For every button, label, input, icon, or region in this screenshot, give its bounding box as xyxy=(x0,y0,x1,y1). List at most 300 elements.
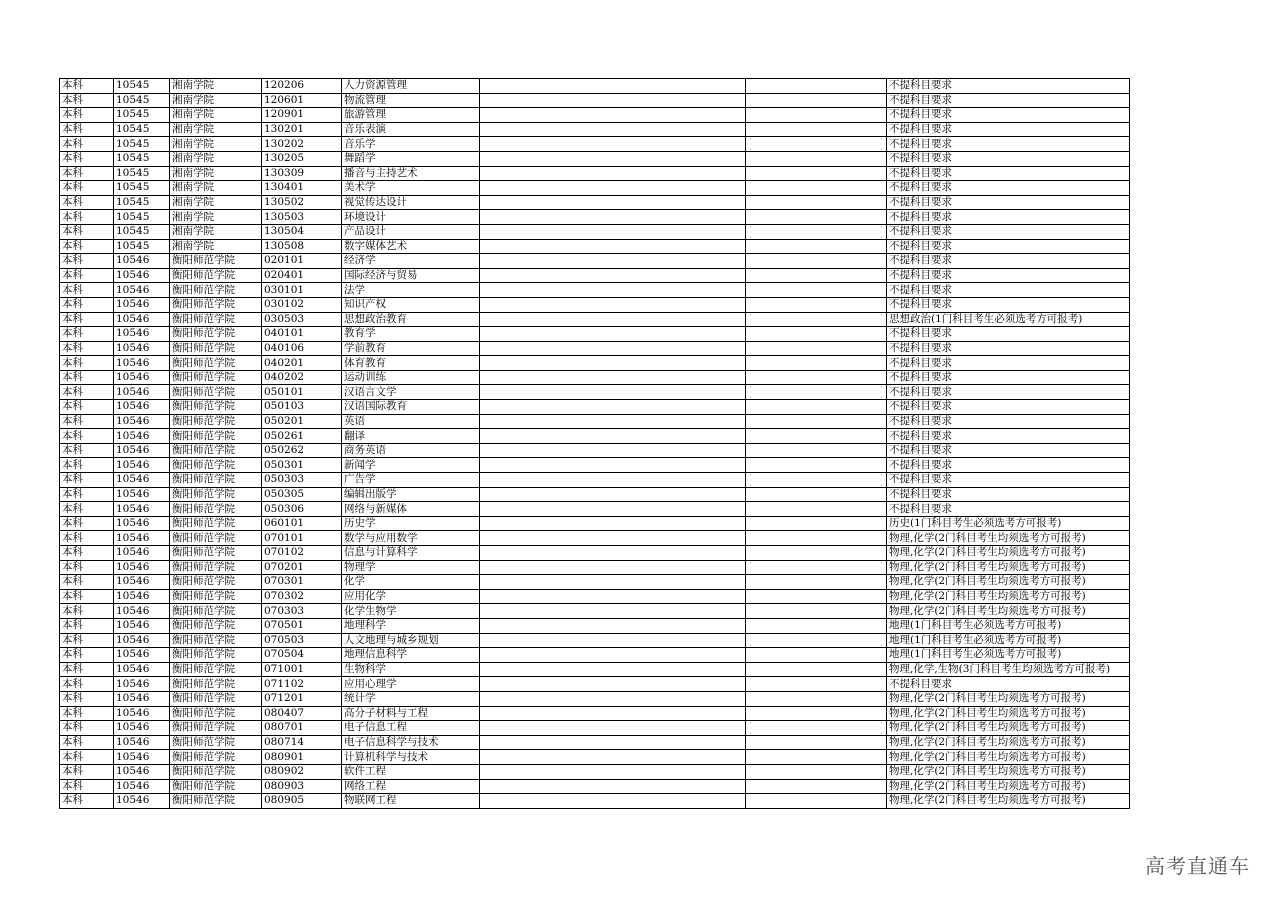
major-code-cell: 080701 xyxy=(262,721,342,736)
major-code-cell: 050101 xyxy=(262,385,342,400)
major-code-cell: 030503 xyxy=(262,312,342,327)
level-cell: 本科 xyxy=(60,750,114,765)
major-name-cell: 汉语国际教育 xyxy=(342,400,480,415)
requirement-cell: 不提科目要求 xyxy=(887,181,1130,196)
blank-cell xyxy=(480,443,746,458)
requirement-cell: 不提科目要求 xyxy=(887,239,1130,254)
blank-cell xyxy=(480,356,746,371)
major-code-cell: 030102 xyxy=(262,297,342,312)
school-name-cell: 衡阳师范学院 xyxy=(170,356,262,371)
school-name-cell: 衡阳师范学院 xyxy=(170,429,262,444)
school-code-cell: 10546 xyxy=(114,327,170,342)
requirement-cell: 不提科目要求 xyxy=(887,210,1130,225)
blank-cell xyxy=(746,108,887,123)
major-name-cell: 网络工程 xyxy=(342,779,480,794)
major-name-cell: 法学 xyxy=(342,283,480,298)
blank-cell xyxy=(746,122,887,137)
major-code-cell: 050306 xyxy=(262,502,342,517)
blank-cell xyxy=(746,195,887,210)
requirement-cell: 物理,化学,生物(3门科目考生均须选考方可报考) xyxy=(887,662,1130,677)
level-cell: 本科 xyxy=(60,546,114,561)
blank-cell xyxy=(480,370,746,385)
level-cell: 本科 xyxy=(60,297,114,312)
school-code-cell: 10545 xyxy=(114,181,170,196)
table-row xyxy=(60,297,1130,312)
level-cell: 本科 xyxy=(60,122,114,137)
requirement-cell: 物理,化学(2门科目考生均须选考方可报考) xyxy=(887,735,1130,750)
major-name-cell: 旅游管理 xyxy=(342,108,480,123)
major-name-cell: 软件工程 xyxy=(342,764,480,779)
blank-cell xyxy=(746,516,887,531)
school-name-cell: 衡阳师范学院 xyxy=(170,604,262,619)
blank-cell xyxy=(480,735,746,750)
major-name-cell: 高分子材料与工程 xyxy=(342,706,480,721)
requirement-cell: 不提科目要求 xyxy=(887,297,1130,312)
school-code-cell: 10545 xyxy=(114,122,170,137)
blank-cell xyxy=(746,648,887,663)
major-name-cell: 化学 xyxy=(342,575,480,590)
blank-cell xyxy=(480,546,746,561)
blank-cell xyxy=(480,224,746,239)
blank-cell xyxy=(480,721,746,736)
major-name-cell: 商务英语 xyxy=(342,443,480,458)
level-cell: 本科 xyxy=(60,458,114,473)
school-code-cell: 10546 xyxy=(114,370,170,385)
blank-cell xyxy=(480,79,746,94)
school-name-cell: 湘南学院 xyxy=(170,93,262,108)
table-row xyxy=(60,414,1130,429)
level-cell: 本科 xyxy=(60,356,114,371)
school-code-cell: 10545 xyxy=(114,239,170,254)
school-name-cell: 湘南学院 xyxy=(170,210,262,225)
major-name-cell: 环境设计 xyxy=(342,210,480,225)
blank-cell xyxy=(746,181,887,196)
major-code-cell: 120601 xyxy=(262,93,342,108)
blank-cell xyxy=(746,764,887,779)
school-name-cell: 衡阳师范学院 xyxy=(170,400,262,415)
blank-cell xyxy=(480,385,746,400)
table-row xyxy=(60,195,1130,210)
major-code-cell: 071001 xyxy=(262,662,342,677)
level-cell: 本科 xyxy=(60,327,114,342)
requirement-cell: 不提科目要求 xyxy=(887,400,1130,415)
major-code-cell: 070504 xyxy=(262,648,342,663)
major-name-cell: 化学生物学 xyxy=(342,604,480,619)
blank-cell xyxy=(746,473,887,488)
major-code-cell: 080714 xyxy=(262,735,342,750)
blank-cell xyxy=(746,487,887,502)
table-row xyxy=(60,122,1130,137)
blank-cell xyxy=(746,429,887,444)
school-name-cell: 衡阳师范学院 xyxy=(170,648,262,663)
blank-cell xyxy=(480,414,746,429)
major-name-cell: 运动训练 xyxy=(342,370,480,385)
table-row xyxy=(60,443,1130,458)
blank-cell xyxy=(746,604,887,619)
requirement-cell: 不提科目要求 xyxy=(887,385,1130,400)
table-row xyxy=(60,473,1130,488)
school-name-cell: 湘南学院 xyxy=(170,79,262,94)
table-row xyxy=(60,108,1130,123)
requirement-cell: 不提科目要求 xyxy=(887,151,1130,166)
major-code-cell: 120206 xyxy=(262,79,342,94)
major-code-cell: 130503 xyxy=(262,210,342,225)
school-name-cell: 衡阳师范学院 xyxy=(170,283,262,298)
blank-cell xyxy=(480,691,746,706)
blank-cell xyxy=(480,312,746,327)
table-row xyxy=(60,458,1130,473)
major-name-cell: 体育教育 xyxy=(342,356,480,371)
major-name-cell: 视觉传达设计 xyxy=(342,195,480,210)
blank-cell xyxy=(480,458,746,473)
blank-cell xyxy=(746,691,887,706)
major-code-cell: 080903 xyxy=(262,779,342,794)
requirement-cell: 不提科目要求 xyxy=(887,283,1130,298)
blank-cell xyxy=(746,458,887,473)
school-name-cell: 衡阳师范学院 xyxy=(170,589,262,604)
requirement-cell: 物理,化学(2门科目考生均须选考方可报考) xyxy=(887,531,1130,546)
level-cell: 本科 xyxy=(60,779,114,794)
table-row xyxy=(60,400,1130,415)
level-cell: 本科 xyxy=(60,662,114,677)
school-name-cell: 衡阳师范学院 xyxy=(170,560,262,575)
school-code-cell: 10546 xyxy=(114,764,170,779)
table-row xyxy=(60,224,1130,239)
blank-cell xyxy=(480,268,746,283)
school-code-cell: 10546 xyxy=(114,546,170,561)
major-name-cell: 物理学 xyxy=(342,560,480,575)
school-code-cell: 10546 xyxy=(114,356,170,371)
blank-cell xyxy=(746,779,887,794)
major-name-cell: 地理科学 xyxy=(342,618,480,633)
blank-cell xyxy=(746,662,887,677)
level-cell: 本科 xyxy=(60,633,114,648)
blank-cell xyxy=(480,166,746,181)
blank-cell xyxy=(480,151,746,166)
blank-cell xyxy=(480,531,746,546)
school-code-cell: 10545 xyxy=(114,224,170,239)
school-name-cell: 衡阳师范学院 xyxy=(170,794,262,809)
blank-cell xyxy=(746,706,887,721)
school-name-cell: 衡阳师范学院 xyxy=(170,662,262,677)
table-body xyxy=(60,79,1130,809)
table-row xyxy=(60,735,1130,750)
major-code-cell: 071201 xyxy=(262,691,342,706)
blank-cell xyxy=(746,721,887,736)
requirement-cell: 不提科目要求 xyxy=(887,327,1130,342)
major-code-cell: 040201 xyxy=(262,356,342,371)
major-name-cell: 经济学 xyxy=(342,254,480,269)
major-code-cell: 040106 xyxy=(262,341,342,356)
table-row xyxy=(60,560,1130,575)
school-code-cell: 10545 xyxy=(114,137,170,152)
level-cell: 本科 xyxy=(60,531,114,546)
major-name-cell: 电子信息科学与技术 xyxy=(342,735,480,750)
major-code-cell: 130504 xyxy=(262,224,342,239)
major-name-cell: 汉语言文学 xyxy=(342,385,480,400)
requirement-cell: 物理,化学(2门科目考生均须选考方可报考) xyxy=(887,721,1130,736)
blank-cell xyxy=(480,239,746,254)
blank-cell xyxy=(480,254,746,269)
major-code-cell: 070501 xyxy=(262,618,342,633)
blank-cell xyxy=(480,181,746,196)
school-code-cell: 10545 xyxy=(114,93,170,108)
level-cell: 本科 xyxy=(60,341,114,356)
blank-cell xyxy=(480,297,746,312)
table-row xyxy=(60,633,1130,648)
blank-cell xyxy=(746,589,887,604)
blank-cell xyxy=(480,473,746,488)
blank-cell xyxy=(746,750,887,765)
school-name-cell: 衡阳师范学院 xyxy=(170,254,262,269)
major-name-cell: 物联网工程 xyxy=(342,794,480,809)
blank-cell xyxy=(480,764,746,779)
blank-cell xyxy=(746,254,887,269)
school-name-cell: 衡阳师范学院 xyxy=(170,487,262,502)
school-name-cell: 衡阳师范学院 xyxy=(170,546,262,561)
school-code-cell: 10546 xyxy=(114,531,170,546)
blank-cell xyxy=(746,400,887,415)
requirement-cell: 思想政治(1门科目考生必须选考方可报考) xyxy=(887,312,1130,327)
blank-cell xyxy=(746,618,887,633)
school-code-cell: 10546 xyxy=(114,662,170,677)
major-name-cell: 英语 xyxy=(342,414,480,429)
blank-cell xyxy=(480,108,746,123)
level-cell: 本科 xyxy=(60,166,114,181)
blank-cell xyxy=(746,224,887,239)
blank-cell xyxy=(480,93,746,108)
table-row xyxy=(60,691,1130,706)
major-name-cell: 应用心理学 xyxy=(342,677,480,692)
blank-cell xyxy=(746,385,887,400)
blank-cell xyxy=(746,327,887,342)
blank-cell xyxy=(746,735,887,750)
level-cell: 本科 xyxy=(60,502,114,517)
level-cell: 本科 xyxy=(60,268,114,283)
requirement-cell: 地理(1门科目考生必须选考方可报考) xyxy=(887,618,1130,633)
requirement-cell: 地理(1门科目考生必须选考方可报考) xyxy=(887,648,1130,663)
school-name-cell: 衡阳师范学院 xyxy=(170,779,262,794)
school-code-cell: 10546 xyxy=(114,254,170,269)
requirement-cell: 物理,化学(2门科目考生均须选考方可报考) xyxy=(887,750,1130,765)
school-code-cell: 10546 xyxy=(114,341,170,356)
enrollment-table xyxy=(59,78,1130,809)
blank-cell xyxy=(746,443,887,458)
school-code-cell: 10546 xyxy=(114,706,170,721)
major-name-cell: 翻译 xyxy=(342,429,480,444)
major-code-cell: 050301 xyxy=(262,458,342,473)
school-name-cell: 衡阳师范学院 xyxy=(170,297,262,312)
blank-cell xyxy=(746,312,887,327)
level-cell: 本科 xyxy=(60,677,114,692)
school-code-cell: 10546 xyxy=(114,779,170,794)
table-row xyxy=(60,254,1130,269)
requirement-cell: 物理,化学(2门科目考生均须选考方可报考) xyxy=(887,691,1130,706)
blank-cell xyxy=(480,575,746,590)
table-row xyxy=(60,385,1130,400)
table-row xyxy=(60,589,1130,604)
blank-cell xyxy=(746,794,887,809)
school-name-cell: 衡阳师范学院 xyxy=(170,458,262,473)
table-row xyxy=(60,356,1130,371)
school-name-cell: 衡阳师范学院 xyxy=(170,721,262,736)
table-row xyxy=(60,239,1130,254)
blank-cell xyxy=(746,677,887,692)
school-code-cell: 10546 xyxy=(114,312,170,327)
blank-cell xyxy=(746,370,887,385)
school-name-cell: 衡阳师范学院 xyxy=(170,706,262,721)
school-code-cell: 10546 xyxy=(114,677,170,692)
requirement-cell: 物理,化学(2门科目考生均须选考方可报考) xyxy=(887,794,1130,809)
school-code-cell: 10546 xyxy=(114,618,170,633)
table-row xyxy=(60,750,1130,765)
school-name-cell: 衡阳师范学院 xyxy=(170,370,262,385)
major-name-cell: 人文地理与城乡规划 xyxy=(342,633,480,648)
major-name-cell: 美术学 xyxy=(342,181,480,196)
major-name-cell: 应用化学 xyxy=(342,589,480,604)
school-name-cell: 衡阳师范学院 xyxy=(170,473,262,488)
school-name-cell: 衡阳师范学院 xyxy=(170,268,262,283)
school-code-cell: 10546 xyxy=(114,516,170,531)
level-cell: 本科 xyxy=(60,764,114,779)
level-cell: 本科 xyxy=(60,575,114,590)
major-code-cell: 070301 xyxy=(262,575,342,590)
requirement-cell: 不提科目要求 xyxy=(887,137,1130,152)
requirement-cell: 不提科目要求 xyxy=(887,370,1130,385)
level-cell: 本科 xyxy=(60,691,114,706)
requirement-cell: 物理,化学(2门科目考生均须选考方可报考) xyxy=(887,706,1130,721)
table-row xyxy=(60,516,1130,531)
level-cell: 本科 xyxy=(60,400,114,415)
major-code-cell: 050303 xyxy=(262,473,342,488)
school-name-cell: 衡阳师范学院 xyxy=(170,327,262,342)
major-code-cell: 130201 xyxy=(262,122,342,137)
school-name-cell: 衡阳师范学院 xyxy=(170,516,262,531)
requirement-cell: 不提科目要求 xyxy=(887,458,1130,473)
blank-cell xyxy=(480,589,746,604)
blank-cell xyxy=(746,283,887,298)
blank-cell xyxy=(480,633,746,648)
school-name-cell: 衡阳师范学院 xyxy=(170,385,262,400)
school-name-cell: 衡阳师范学院 xyxy=(170,677,262,692)
level-cell: 本科 xyxy=(60,254,114,269)
table-row xyxy=(60,79,1130,94)
school-name-cell: 衡阳师范学院 xyxy=(170,443,262,458)
major-name-cell: 地理信息科学 xyxy=(342,648,480,663)
blank-cell xyxy=(480,677,746,692)
school-name-cell: 衡阳师范学院 xyxy=(170,691,262,706)
table-row xyxy=(60,604,1130,619)
blank-cell xyxy=(746,166,887,181)
requirement-cell: 不提科目要求 xyxy=(887,487,1130,502)
school-code-cell: 10546 xyxy=(114,458,170,473)
school-code-cell: 10545 xyxy=(114,79,170,94)
school-code-cell: 10546 xyxy=(114,589,170,604)
table-row xyxy=(60,648,1130,663)
school-code-cell: 10546 xyxy=(114,473,170,488)
school-code-cell: 10545 xyxy=(114,151,170,166)
major-code-cell: 020101 xyxy=(262,254,342,269)
table-row xyxy=(60,662,1130,677)
table-row xyxy=(60,429,1130,444)
requirement-cell: 不提科目要求 xyxy=(887,356,1130,371)
level-cell: 本科 xyxy=(60,181,114,196)
blank-cell xyxy=(746,341,887,356)
major-code-cell: 060101 xyxy=(262,516,342,531)
blank-cell xyxy=(480,210,746,225)
school-code-cell: 10546 xyxy=(114,502,170,517)
major-code-cell: 050305 xyxy=(262,487,342,502)
level-cell: 本科 xyxy=(60,589,114,604)
school-name-cell: 衡阳师范学院 xyxy=(170,341,262,356)
table-row xyxy=(60,721,1130,736)
major-name-cell: 网络与新媒体 xyxy=(342,502,480,517)
watermark: 高考直通车 xyxy=(1145,854,1250,878)
school-code-cell: 10546 xyxy=(114,691,170,706)
major-code-cell: 120901 xyxy=(262,108,342,123)
blank-cell xyxy=(746,210,887,225)
table-row xyxy=(60,531,1130,546)
blank-cell xyxy=(480,794,746,809)
major-name-cell: 统计学 xyxy=(342,691,480,706)
level-cell: 本科 xyxy=(60,721,114,736)
table-row xyxy=(60,502,1130,517)
blank-cell xyxy=(480,122,746,137)
school-name-cell: 衡阳师范学院 xyxy=(170,764,262,779)
school-name-cell: 湘南学院 xyxy=(170,239,262,254)
school-code-cell: 10545 xyxy=(114,166,170,181)
major-name-cell: 国际经济与贸易 xyxy=(342,268,480,283)
major-name-cell: 新闻学 xyxy=(342,458,480,473)
school-code-cell: 10546 xyxy=(114,604,170,619)
table-row xyxy=(60,283,1130,298)
school-name-cell: 湘南学院 xyxy=(170,195,262,210)
major-code-cell: 070503 xyxy=(262,633,342,648)
requirement-cell: 不提科目要求 xyxy=(887,473,1130,488)
school-code-cell: 10546 xyxy=(114,400,170,415)
major-name-cell: 生物科学 xyxy=(342,662,480,677)
requirement-cell: 历史(1门科目考生必须选考方可报考) xyxy=(887,516,1130,531)
school-code-cell: 10546 xyxy=(114,283,170,298)
school-code-cell: 10546 xyxy=(114,721,170,736)
level-cell: 本科 xyxy=(60,473,114,488)
level-cell: 本科 xyxy=(60,618,114,633)
school-code-cell: 10546 xyxy=(114,487,170,502)
blank-cell xyxy=(480,487,746,502)
major-name-cell: 教育学 xyxy=(342,327,480,342)
requirement-cell: 不提科目要求 xyxy=(887,224,1130,239)
school-code-cell: 10546 xyxy=(114,648,170,663)
major-code-cell: 070102 xyxy=(262,546,342,561)
major-code-cell: 080905 xyxy=(262,794,342,809)
blank-cell xyxy=(480,662,746,677)
requirement-cell: 不提科目要求 xyxy=(887,502,1130,517)
requirement-cell: 物理,化学(2门科目考生均须选考方可报考) xyxy=(887,604,1130,619)
table-row xyxy=(60,93,1130,108)
school-name-cell: 湘南学院 xyxy=(170,122,262,137)
requirement-cell: 物理,化学(2门科目考生均须选考方可报考) xyxy=(887,589,1130,604)
table-row xyxy=(60,327,1130,342)
blank-cell xyxy=(480,429,746,444)
school-name-cell: 衡阳师范学院 xyxy=(170,735,262,750)
major-name-cell: 产品设计 xyxy=(342,224,480,239)
table-row xyxy=(60,370,1130,385)
level-cell: 本科 xyxy=(60,195,114,210)
blank-cell xyxy=(746,297,887,312)
requirement-cell: 地理(1门科目考生必须选考方可报考) xyxy=(887,633,1130,648)
level-cell: 本科 xyxy=(60,560,114,575)
major-name-cell: 学前教育 xyxy=(342,341,480,356)
